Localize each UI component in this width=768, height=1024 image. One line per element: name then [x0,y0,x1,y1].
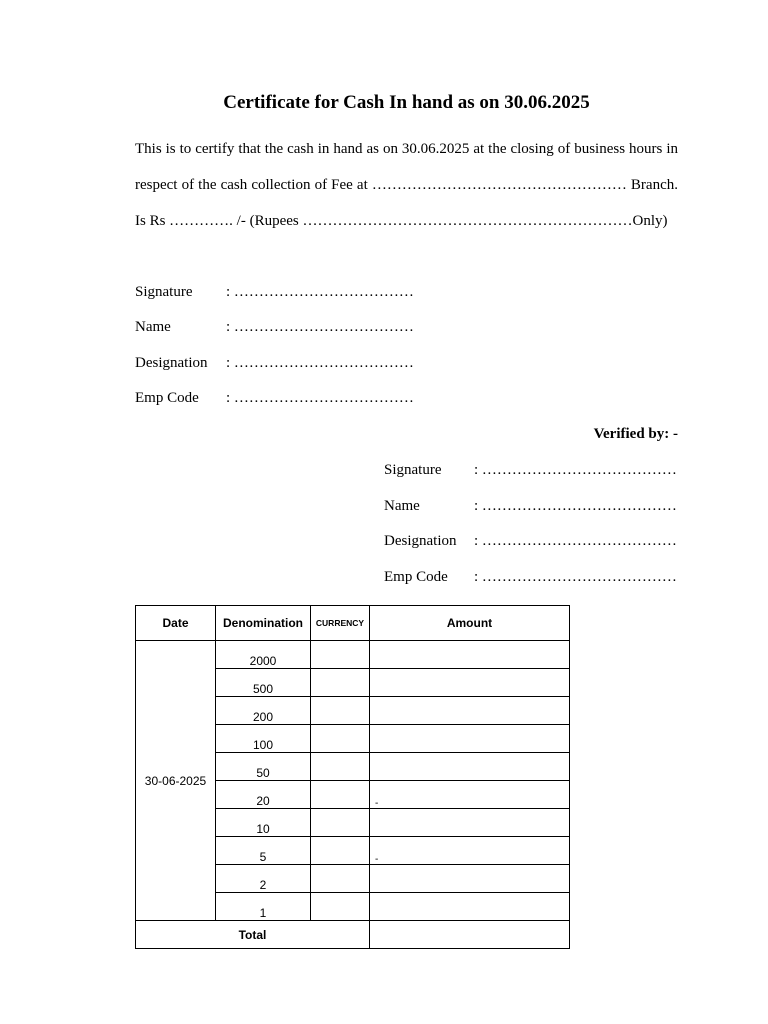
amount-cell [370,669,570,697]
denomination-cell: 5 [216,837,311,865]
denomination-cell: 20 [216,781,311,809]
field-blank: : ………………………………… [474,533,677,549]
header-denomination: Denomination [216,606,311,641]
paragraph-line-3: Is Rs …………. /- (Rupees …………………………………………………………Only) [135,213,668,229]
denomination-cell: 1 [216,893,311,921]
currency-cell [311,669,370,697]
field-blank: : ……………………………… [226,355,414,371]
submitter-designation-row [135,355,414,372]
field-blank: : ……………………………… [226,390,414,406]
currency-cell [311,753,370,781]
denomination-cell: 100 [216,725,311,753]
amount-cell [370,809,570,837]
field-blank: : ……………………………… [226,319,414,335]
total-amount-cell [370,921,570,949]
table-row [136,641,570,669]
amount-cell [370,893,570,921]
field-label: Emp Code [384,569,448,585]
field-blank: : ………………………………… [474,498,677,514]
field-label: Designation [135,355,208,371]
currency-cell [311,837,370,865]
field-label: Name [135,319,171,335]
currency-cell [311,781,370,809]
currency-cell [311,641,370,669]
denomination-table [135,605,570,949]
dash-mark: - [375,798,379,809]
field-label: Signature [135,284,193,300]
verifier-emp-code-row [384,569,677,586]
submitter-name-row [135,319,414,336]
date-cell: 30-06-2025 [136,641,216,921]
field-label: Designation [384,533,457,549]
document-title: Certificate for Cash In hand as on 30.06.2025 [223,92,590,113]
denomination-cell: 50 [216,753,311,781]
dash-mark: - [375,854,379,865]
amount-cell [370,837,570,865]
paragraph-line-1: This is to certify that the cash in hand as on 30.06.2025 at the closing of business hours in [135,141,678,157]
denomination-cell: 10 [216,809,311,837]
currency-cell [311,809,370,837]
currency-cell [311,865,370,893]
amount-cell [370,781,570,809]
header-currency: CURRENCY [311,606,370,641]
field-label: Name [384,498,420,514]
verified-by-heading: Verified by: - [593,426,678,442]
amount-cell [370,641,570,669]
amount-cell [370,753,570,781]
field-blank: : ……………………………… [226,284,414,300]
submitter-emp-code-row [135,390,414,407]
currency-cell [311,725,370,753]
header-date: Date [136,606,216,641]
field-blank: : ………………………………… [474,462,677,478]
amount-cell [370,697,570,725]
field-blank: : ………………………………… [474,569,677,585]
submitter-signature-row [135,284,414,301]
denomination-cell: 500 [216,669,311,697]
verifier-signature-row [384,462,677,479]
verifier-designation-row [384,533,677,550]
header-amount: Amount [370,606,570,641]
currency-cell [311,893,370,921]
denomination-cell: 2 [216,865,311,893]
denomination-cell: 2000 [216,641,311,669]
denomination-cell: 200 [216,697,311,725]
currency-cell [311,697,370,725]
verifier-name-row [384,498,677,515]
amount-cell [370,725,570,753]
table-header-row [136,606,570,641]
field-label: Signature [384,462,442,478]
field-label: Emp Code [135,390,199,406]
total-row [136,921,570,949]
paragraph-line-2: respect of the cash collection of Fee at …………………………………………… Branch. [135,177,678,193]
total-label: Total [136,921,370,949]
amount-cell [370,865,570,893]
